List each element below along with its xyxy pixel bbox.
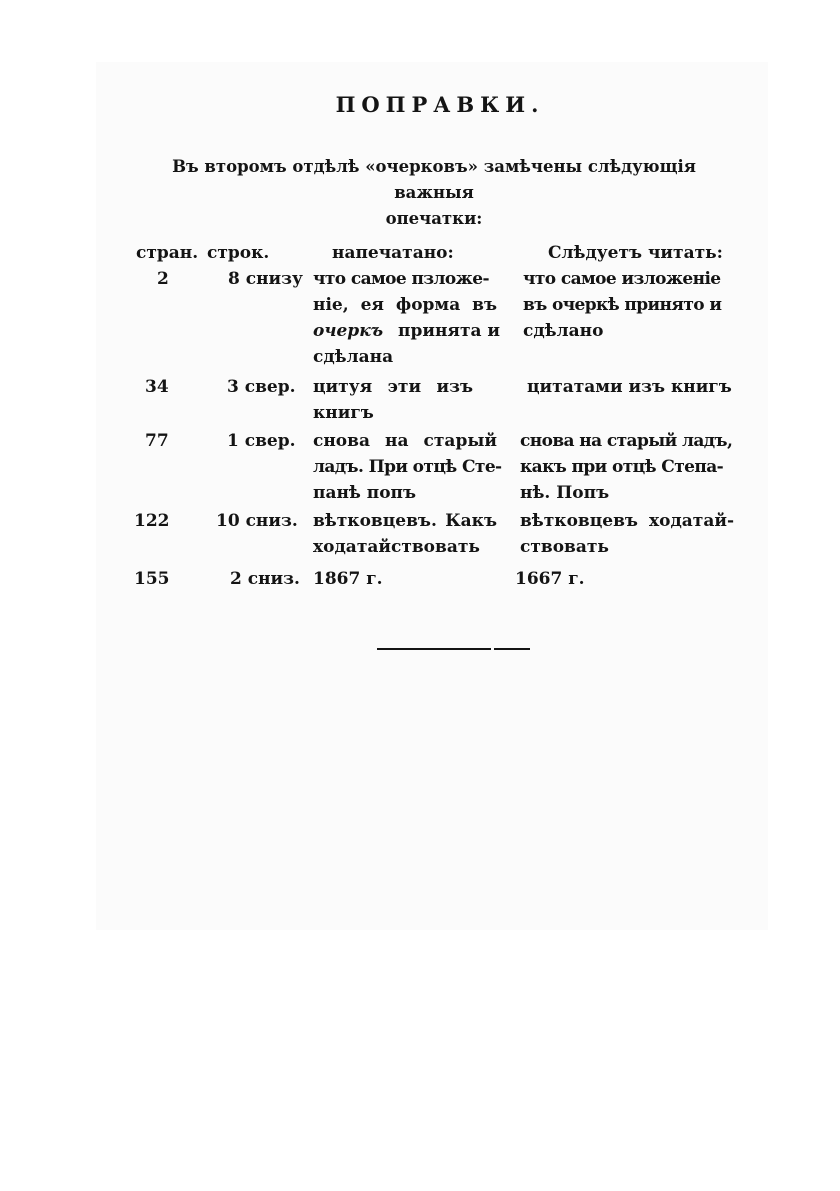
row5-printed-line1: 1867 г. xyxy=(313,569,383,589)
row1-correct-line1: что самое изложеніе xyxy=(523,269,721,289)
row1-correct-line3: сдѣлано xyxy=(523,321,604,341)
row1-printed-line2: ніе, ея форма въ xyxy=(313,295,497,315)
row3-printed-line1: снова на старый xyxy=(313,431,497,451)
page-title: ПОПРАВКИ. xyxy=(335,92,545,117)
header-should-read: Слѣдуетъ читать: xyxy=(548,243,723,263)
header-printed: напечатано: xyxy=(332,243,454,263)
row2-line: 3 свер. xyxy=(227,377,296,397)
closing-rule-long xyxy=(377,648,491,650)
row5-page: 155 xyxy=(134,569,170,589)
row3-line: 1 свер. xyxy=(227,431,296,451)
row2-printed-line2: книгъ xyxy=(313,403,374,423)
row1-printed-line4: сдѣлана xyxy=(313,347,394,367)
intro-paragraph xyxy=(130,154,738,232)
row4-printed-line2: ходатайствовать xyxy=(313,537,480,557)
row1-printed-line3b: принята и xyxy=(398,321,501,341)
row3-printed-line2: ладъ. При отцѣ Сте- xyxy=(313,457,502,477)
intro-line-1: Въ второмъ отдѣлѣ «очерковъ» замѣчены слѣдующія важныя xyxy=(172,157,696,202)
row3-printed-line3: панѣ попъ xyxy=(313,483,417,503)
row4-printed-line1: вѣтковцевъ. Какъ xyxy=(313,511,497,531)
row2-printed-line1: цитуя эти изъ xyxy=(313,377,473,397)
row4-correct-line1: вѣтковцевъ ходатай- xyxy=(520,511,734,531)
row4-correct-line2: ствовать xyxy=(520,537,609,557)
row5-correct-line1: 1667 г. xyxy=(515,569,585,589)
row2-page: 34 xyxy=(145,377,169,397)
row3-correct-line2: какъ при отцѣ Степа- xyxy=(520,457,724,477)
row1-printed-line1: что самое пзложе- xyxy=(313,269,489,289)
row1-line: 8 снизу xyxy=(228,269,303,289)
row5-line: 2 сниз. xyxy=(230,569,300,589)
header-line: строк. xyxy=(207,243,270,263)
row1-correct-line2: въ очеркѣ принято и xyxy=(523,295,722,315)
row3-correct-line1: снова на старый ладъ, xyxy=(520,431,733,451)
row3-correct-line3: нѣ. Попъ xyxy=(520,483,610,503)
intro-line-2: опечатки: xyxy=(385,209,483,228)
row3-page: 77 xyxy=(145,431,169,451)
row4-page: 122 xyxy=(134,511,170,531)
closing-rule-short xyxy=(494,648,530,650)
row1-page: 2 xyxy=(157,269,169,289)
row4-line: 10 сниз. xyxy=(216,511,298,531)
row1-printed-line3a: очеркъ xyxy=(313,321,384,341)
row2-correct-line1: цитатами изъ книгъ xyxy=(527,377,732,397)
header-page: стран. xyxy=(136,243,199,263)
